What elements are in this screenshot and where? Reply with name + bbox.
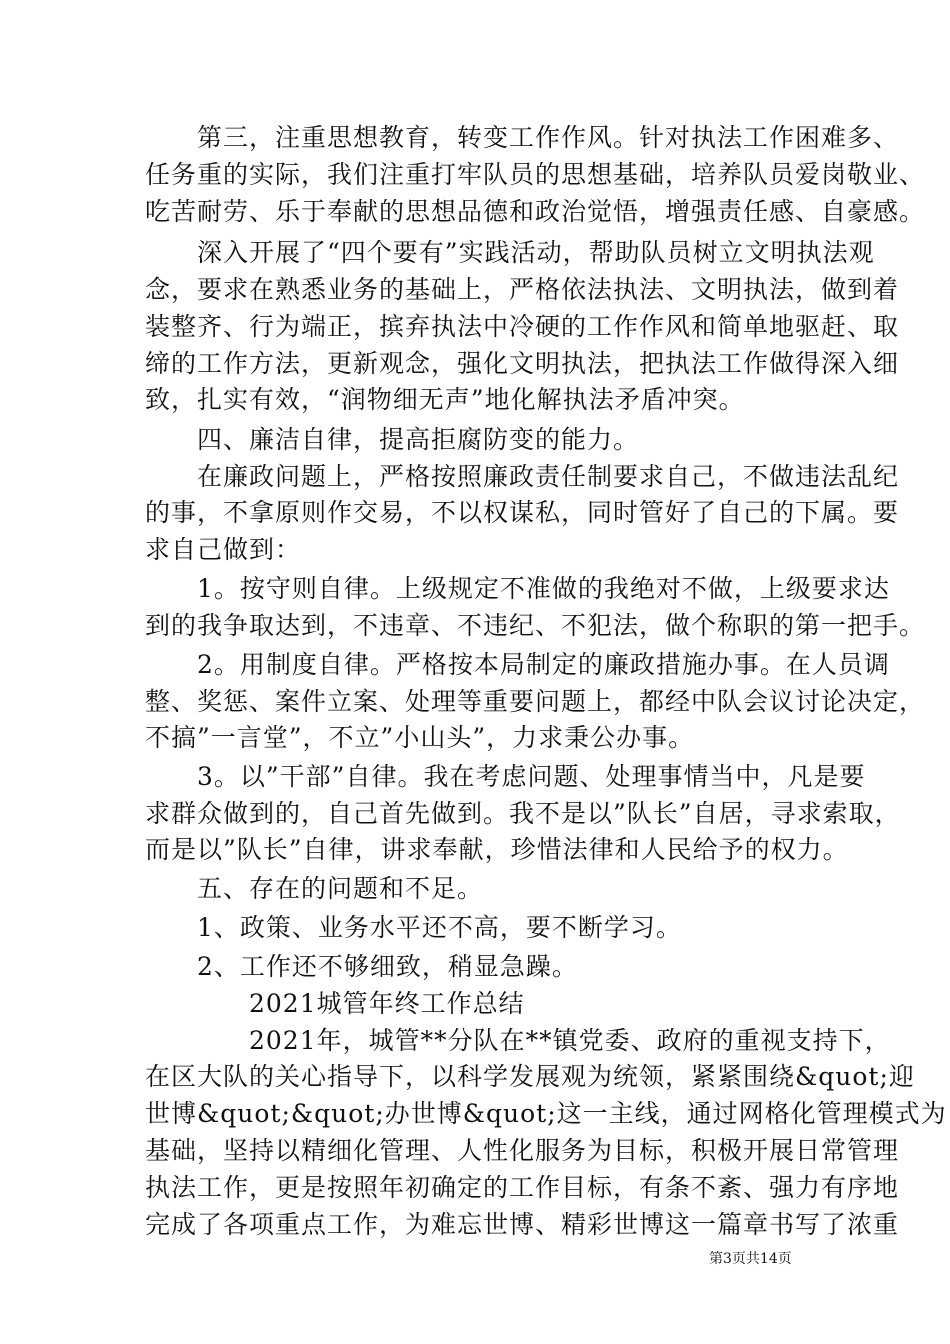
text-line: 任务重的实际，我们注重打牢队员的思想基础，培养队员爱岗敬业、 <box>145 160 926 189</box>
text-line: 不搞”一言堂”，不立”小山头”，力求秉公办事。 <box>145 723 695 752</box>
text-line: 1、政策、业务水平还不高，要不断学习。 <box>145 913 682 942</box>
text-line: 1。按守则自律。上级规定不准做的我绝对不做，上级要求达 <box>145 574 890 603</box>
text-line: 缔的工作方法，更新观念，强化文明执法，把执法工作做得深入细 <box>145 349 900 378</box>
text-line: 在区大队的关心指导下，以科学发展观为统领，紧紧围绕&quot;迎 <box>145 1062 915 1091</box>
text-line: 基础，坚持以精细化管理、人性化服务为目标，积极开展日常管理 <box>145 1136 900 1165</box>
text-line: 2021城管年终工作总结 <box>145 989 525 1018</box>
text-line: 2、工作还不够细致，稍显急躁。 <box>145 952 578 981</box>
text-line: 念，要求在熟悉业务的基础上，严格依法执法、文明执法，做到着 <box>145 275 900 304</box>
page-footer: 第3页共14页 <box>709 1251 792 1267</box>
text-line: 深入开展了“四个要有”实践活动，帮助队员树立文明执法观 <box>145 238 875 267</box>
text-line: 2。用制度自律。严格按本局制定的廉政措施办事。在人员调 <box>145 650 890 679</box>
text-line: 装整齐、行为端正，摈弃执法中冷硬的工作作风和简单地驱赶、取 <box>145 312 900 341</box>
text-line: 在廉政问题上，严格按照廉政责任制要求自己，不做违法乱纪 <box>145 462 900 491</box>
text-line: 整、奖惩、案件立案、处理等重要问题上，都经中队会议讨论决定， <box>145 687 926 716</box>
text-line: 吃苦耐劳、乐于奉献的思想品德和政治觉悟，增强责任感、自豪感。 <box>145 197 926 226</box>
text-line: 到的我争取达到，不违章、不违纪、不犯法，做个称职的第一把手。 <box>145 611 926 640</box>
text-line: 五、存在的问题和不足。 <box>145 874 484 903</box>
text-line: 四、廉洁自律，提高拒腐防变的能力。 <box>145 425 640 454</box>
text-line: 致，扎实有效，“润物细无声”地化解执法矛盾冲突。 <box>145 385 745 414</box>
text-line: 求群众做到的，自己首先做到。我不是以”队长”自居，寻求索取， <box>145 799 901 828</box>
text-line: 求自己做到： <box>145 535 302 564</box>
text-line: 而是以”队长”自律，讲求奉献，珍惜法律和人民给予的权力。 <box>145 835 849 864</box>
text-line: 第三，注重思想教育，转变工作作风。针对执法工作困难多、 <box>145 123 900 152</box>
text-line: 的事，不拿原则作交易，不以权谋私，同时管好了自己的下属。要 <box>145 498 900 527</box>
text-line: 执法工作，更是按照年初确定的工作目标，有条不紊、强力有序地 <box>145 1173 900 1202</box>
text-line: 完成了各项重点工作，为难忘世博、精彩世博这一篇章书写了浓重 <box>145 1210 900 1239</box>
text-line: 世博&quot;&quot;办世博&quot;这一主线，通过网格化管理模式为 <box>145 1099 947 1128</box>
text-line: 3。以”干部”自律。我在考虑问题、处理事情当中，凡是要 <box>145 762 866 791</box>
text-line: 2021年，城管**分队在**镇党委、政府的重视支持下， <box>145 1026 891 1055</box>
